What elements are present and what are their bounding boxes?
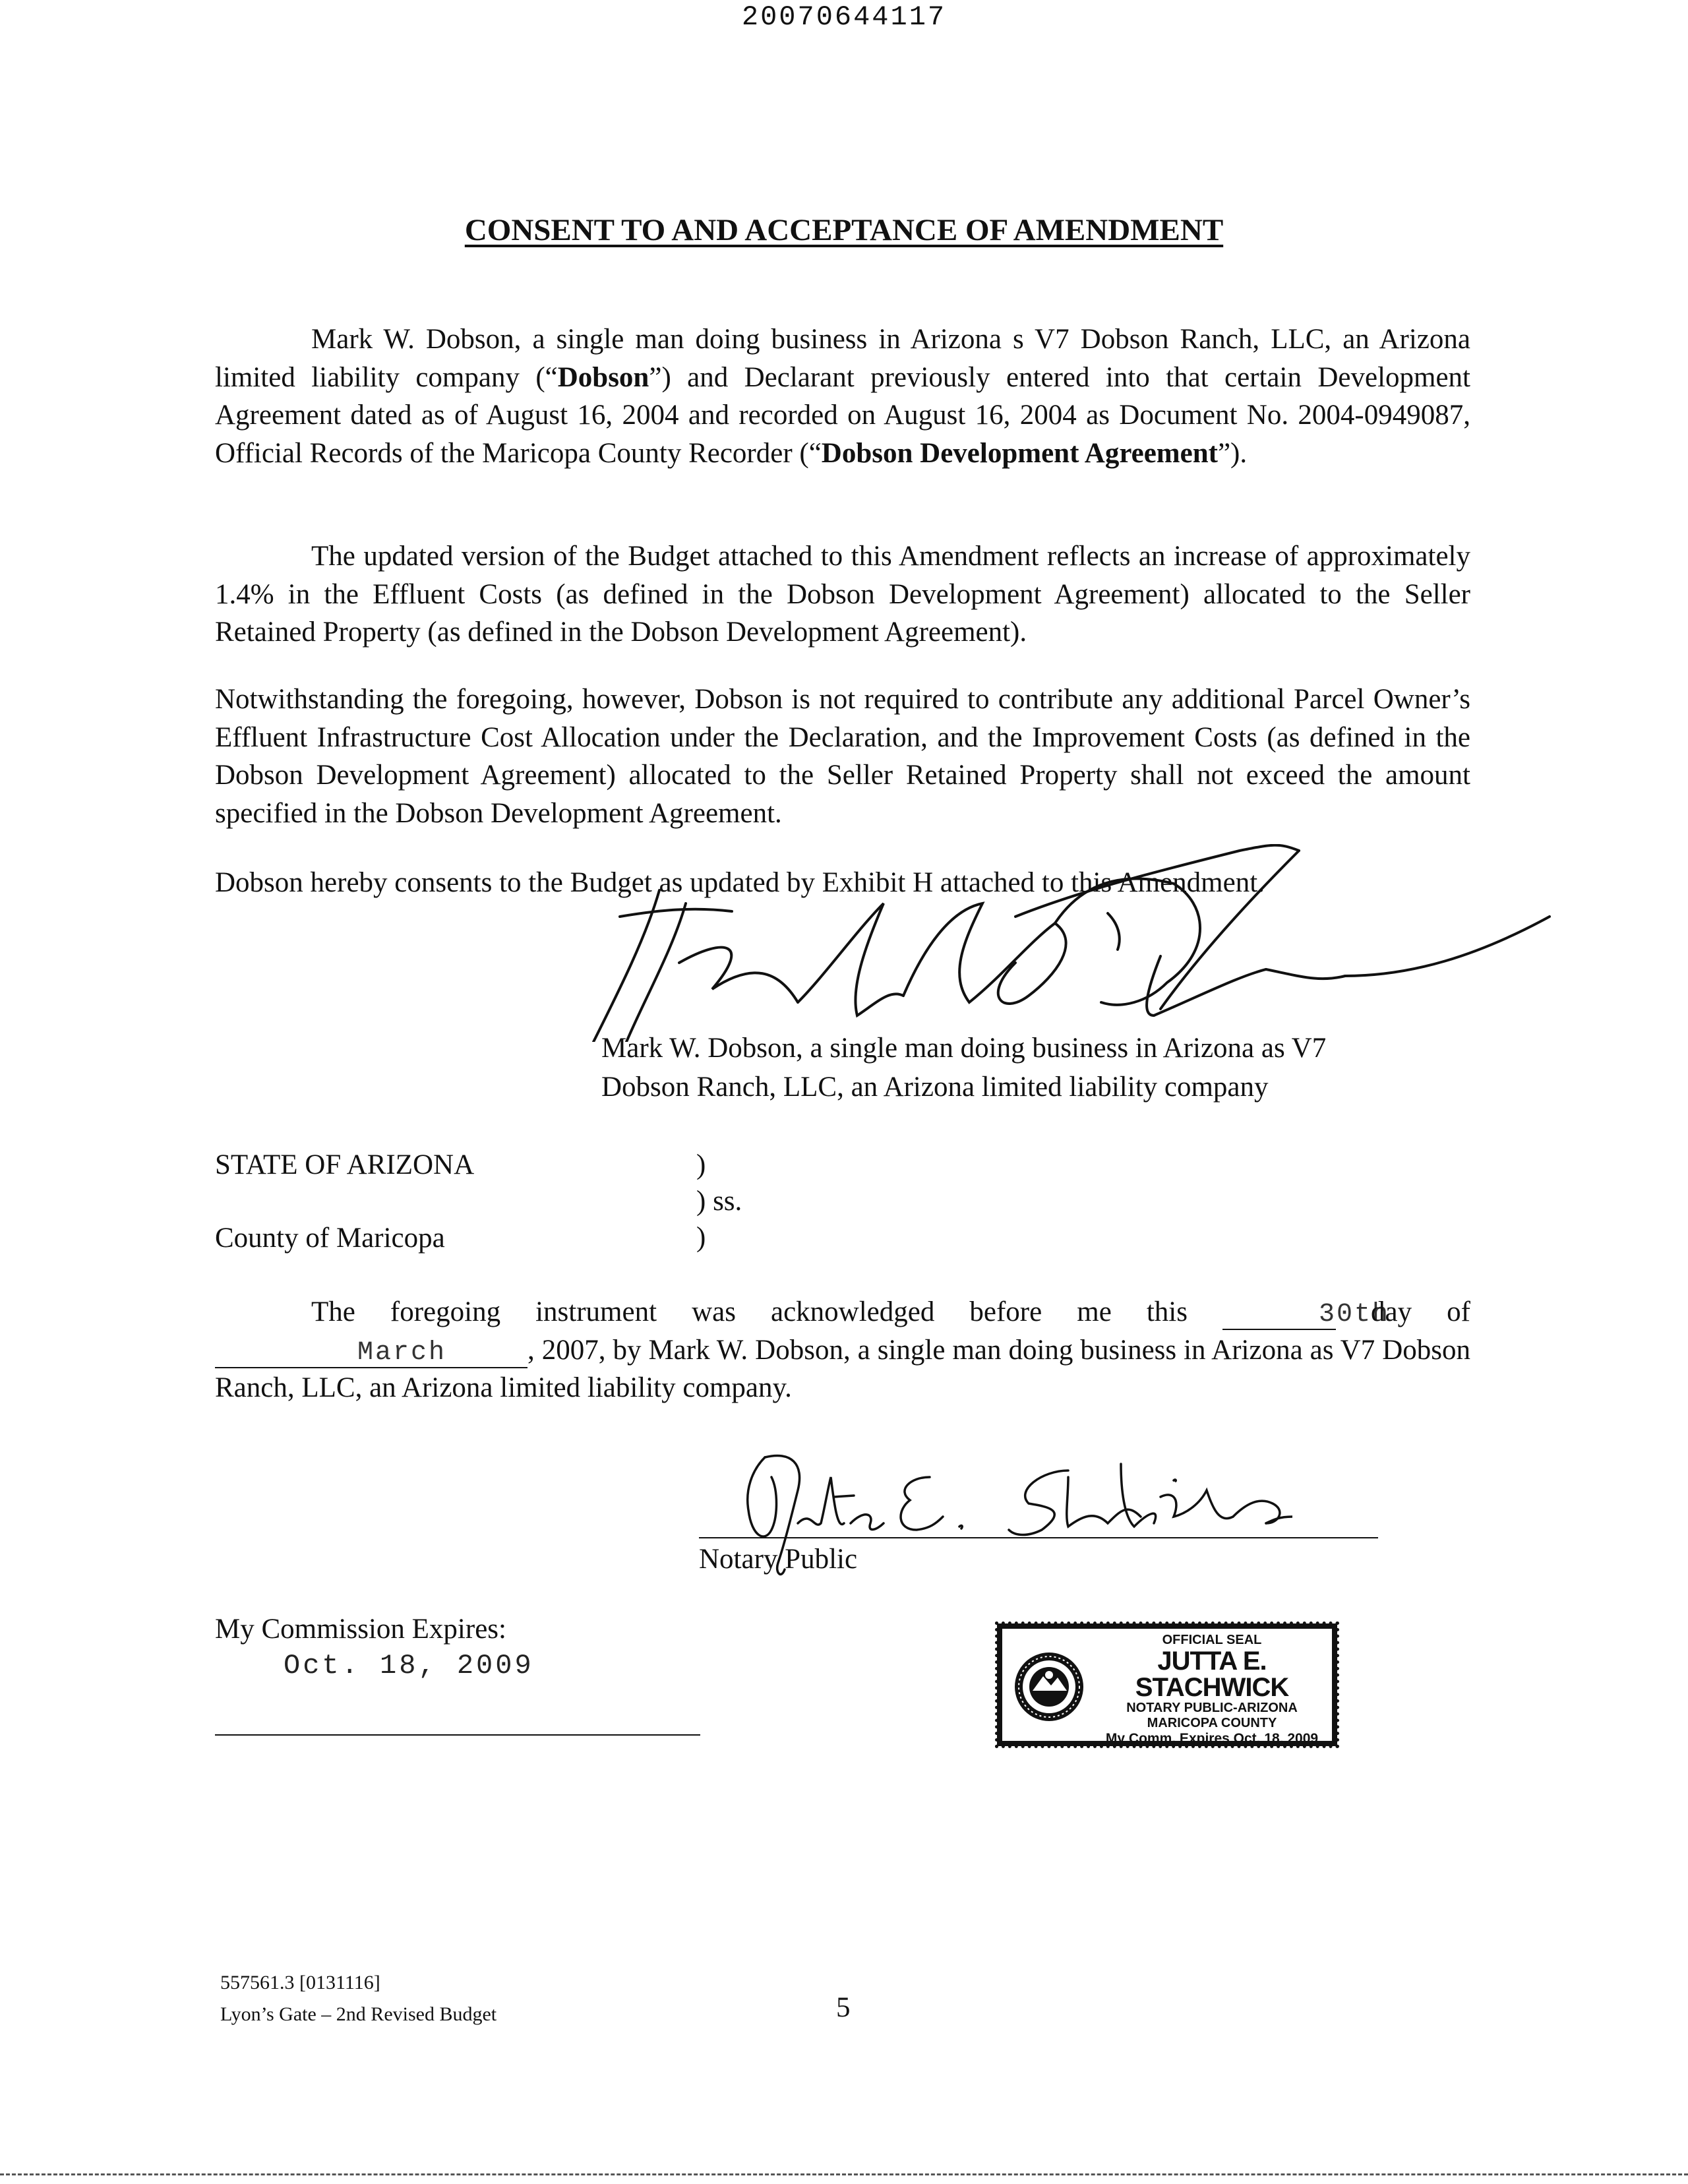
paragraph1-text-c: ”). bbox=[1217, 437, 1248, 469]
notary-seal-stamp bbox=[997, 1623, 1337, 1746]
dobson-signature bbox=[580, 844, 1569, 1042]
venue-bracket-ss: ) ss. bbox=[696, 1186, 742, 1217]
commission-line bbox=[215, 1734, 700, 1736]
footer-document-name: Lyon’s Gate – 2nd Revised Budget bbox=[220, 2003, 497, 2025]
seal-notary-state: NOTARY PUBLIC-ARIZONA bbox=[1126, 1701, 1298, 1715]
venue-bracket-top: ) bbox=[696, 1149, 706, 1180]
paragraph-notwithstanding: Notwithstanding the foregoing, however, Dobson is not required to contribute any additional Parcel Owner’s Effluent Infrastructure Cost Allocation under the Declaration, and the Improvement Costs (as defined in the Dobson Development Agreement) allocated to the Seller Retained Property shall not exceed the amount specified in the Dobson Development Agreement. bbox=[215, 684, 1470, 829]
notary-public-label: Notary Public bbox=[699, 1544, 858, 1575]
ack-day-blank bbox=[1222, 1298, 1391, 1330]
venue-county: County of Maricopa bbox=[215, 1223, 445, 1254]
arizona-seal-emblem-icon bbox=[1010, 1638, 1088, 1736]
ack-month-value: March bbox=[357, 1337, 447, 1368]
paragraph1-text-b: ”) and Declarant previously entered into that certain Development Agreement dated as of August 16, 2004 and recorded on August 16, 2004 as Document No. 2004-0949087, Official Records of the Maricopa County Recorder (“ bbox=[215, 361, 1470, 469]
venue-bracket-bottom: ) bbox=[696, 1222, 706, 1253]
scan-bottom-edge bbox=[0, 2173, 1688, 2175]
paragraph-budget-increase: The updated version of the Budget attached to this Amendment reflects an increase of approximately 1.4% in the Effluent Costs (as defined in the Dobson Development Agreement) allocated to the Seller Retained Property (as defined in the Dobson Development Agreement). bbox=[215, 541, 1470, 648]
seal-official: OFFICIAL SEAL bbox=[1162, 1633, 1262, 1647]
ack-day-value: 30th bbox=[1319, 1300, 1391, 1329]
notary-signature-line bbox=[699, 1537, 1378, 1538]
seal-notary-name: JUTTA E. STACHWICK bbox=[1135, 1647, 1289, 1702]
paragraph1-bold-dobson: Dobson bbox=[557, 361, 649, 393]
page-number: 5 bbox=[836, 1992, 851, 2023]
seal-text-block bbox=[1088, 1633, 1336, 1747]
signer-name-line2: Dobson Ranch, LLC, an Arizona limited liability company bbox=[601, 1072, 1269, 1103]
ack-month-blank bbox=[215, 1337, 528, 1368]
venue-state: STATE OF ARIZONA bbox=[215, 1149, 475, 1180]
ack-text-c: , 2007, by Mark W. Dobson, a single man doing business in Arizona as V7 Dobson Ranch, LLC, an Arizona limited liability company. bbox=[215, 1334, 1470, 1403]
paragraph1-text-a: Mark W. Dobson, a single man doing business in Arizona s V7 Dobson Ranch, LLC, an Arizona limited liability company (“ bbox=[215, 324, 1470, 393]
commission-expiration-date: Oct. 18, 2009 bbox=[284, 1650, 534, 1682]
notarial-acknowledgment bbox=[215, 1293, 1470, 1407]
paragraph1-bold-agreement: Dobson Development Agreement bbox=[821, 437, 1218, 469]
footer-reference: 557561.3 [0131116] bbox=[220, 1972, 380, 1993]
paragraph-consent: Dobson hereby consents to the Budget as updated by Exhibit H attached to this Amendment. bbox=[215, 867, 1265, 898]
signer-name-line1: Mark W. Dobson, a single man doing business in Arizona as V7 bbox=[601, 1033, 1327, 1064]
ack-text-a: The foregoing instrument was acknowledged before me this bbox=[311, 1296, 1188, 1327]
ack-text-b: day of bbox=[1371, 1296, 1470, 1327]
commission-expires-label: My Commission Expires: bbox=[215, 1614, 506, 1645]
seal-expiration: My Comm. Expires Oct. 18, 2009 bbox=[1105, 1731, 1319, 1746]
recording-number: 20070644117 bbox=[741, 1, 947, 33]
document-title bbox=[0, 212, 1688, 248]
document-title-text: CONSENT TO AND ACCEPTANCE OF AMENDMENT bbox=[464, 213, 1224, 247]
paragraph-agreement-background bbox=[215, 320, 1470, 472]
seal-county: MARICOPA COUNTY bbox=[1147, 1716, 1277, 1730]
